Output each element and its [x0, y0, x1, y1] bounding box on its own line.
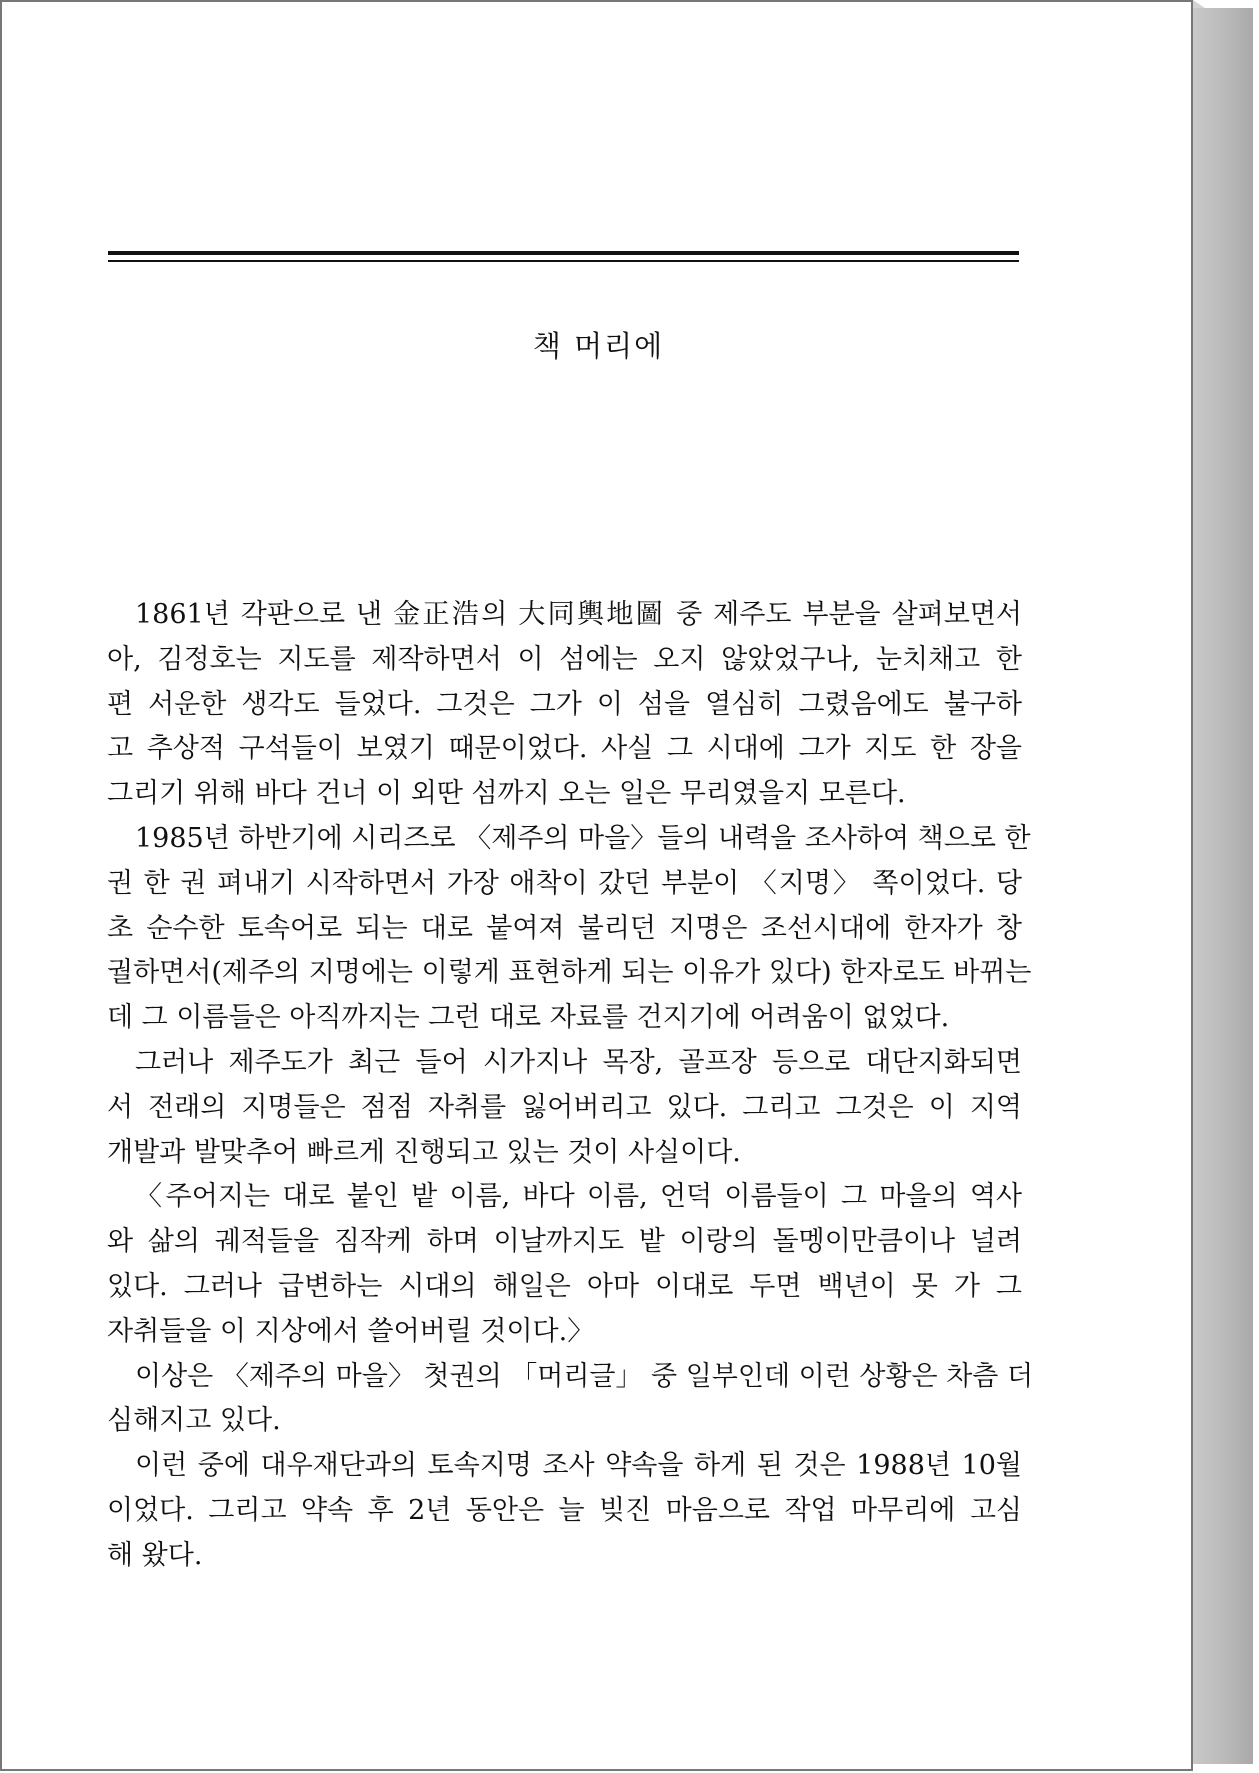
page-title: 책 머리에 — [532, 329, 665, 363]
text-line: 심해지고 있다. — [107, 1405, 281, 1437]
text-line: 〈주어지는 대로 붙인 밭 이름, 바다 이름, 언덕 이름들이 그 마을의 역사 — [135, 1181, 1022, 1213]
text-line: 이상은 〈제주의 마을〉 첫권의 「머리글」 중 일부인데 이런 상황은 차츰 더 — [135, 1360, 1034, 1392]
text-line: 있다. 그러나 급변하는 시대의 해일은 아마 이대로 두면 백년이 못 가 그 — [107, 1270, 1022, 1302]
text-line: 데 그 이름들은 아직까지는 그런 대로 자료를 건지기에 어려움이 없었다. — [107, 1002, 950, 1034]
text-line: 편 서운한 생각도 들었다. 그것은 그가 이 섬을 열심히 그렸음에도 불구하 — [107, 688, 1022, 720]
text-line: 초 순수한 토속어로 되는 대로 붙여져 불리던 지명은 조선시대에 한자가 창 — [107, 912, 1022, 944]
text-line: 서 전래의 지명들은 점점 자취를 잃어버리고 있다. 그리고 그것은 이 지역 — [107, 1091, 1022, 1123]
text-line: 고 추상적 구석들이 보였기 때문이었다. 사실 그 시대에 그가 지도 한 장을 — [107, 733, 1022, 765]
book-edge-side — [1193, 8, 1253, 1764]
text-line: 자취들을 이 지상에서 쓸어버릴 것이다.〉 — [107, 1315, 595, 1347]
text-line: 개발과 발맞추어 빠르게 진행되고 있는 것이 사실이다. — [107, 1136, 741, 1168]
header-rule-thick — [108, 251, 1019, 255]
text-line: 와 삶의 궤적들을 짐작케 하며 이날까지도 밭 이랑의 돌멩이만큼이나 널려 — [107, 1226, 1022, 1258]
text-line: 아, 김정호는 지도를 제작하면서 이 섬에는 오지 않았었구나, 눈치채고 한 — [107, 643, 1022, 675]
text-line: 1985년 하반기에 시리즈로 〈제주의 마을〉들의 내력을 조사하여 책으로 한 — [135, 822, 1031, 854]
text-line: 그러나 제주도가 최근 들어 시가지나 목장, 골프장 등으로 대단지화되면 — [135, 1046, 1022, 1078]
text-line: 그리기 위해 바다 건너 이 외딴 섬까지 오는 일은 무리였을지 모른다. — [107, 778, 906, 810]
text-line: 1861년 각판으로 낸 金正浩의 大同輿地圖 중 제주도 부분을 살펴보면서 — [135, 599, 1022, 630]
text-line: 권 한 권 펴내기 시작하면서 가장 애착이 갔던 부분이 〈지명〉 쪽이었다. 당 — [107, 867, 1022, 899]
text-line: 이었다. 그리고 약속 후 2년 동안은 늘 빚진 마음으로 작업 마무리에 고심 — [107, 1494, 1022, 1526]
header-rule-thin — [108, 260, 1019, 262]
text-line: 궐하면서(제주의 지명에는 이렇게 표현하게 되는 이유가 있다) 한자로도 바뀌는 — [107, 957, 1032, 989]
body-text — [107, 593, 1034, 1579]
text-line: 해 왔다. — [107, 1539, 203, 1571]
text-line: 이런 중에 대우재단과의 토속지명 조사 약속을 하게 된 것은 1988년 10월 — [135, 1450, 1022, 1482]
